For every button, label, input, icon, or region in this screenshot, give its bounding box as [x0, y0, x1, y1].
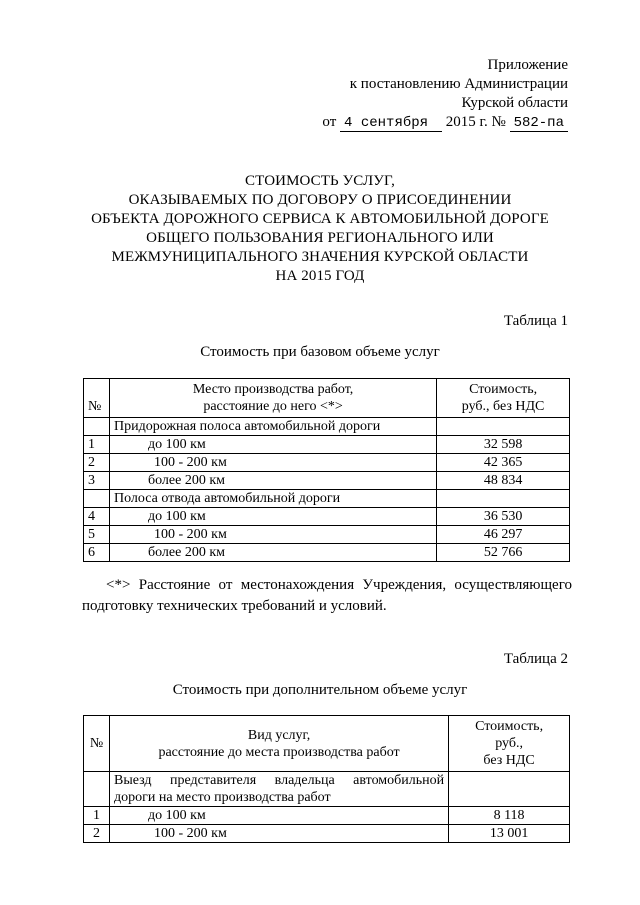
row-cost: 48 834 [437, 472, 570, 490]
title-line: НА 2015 ГОД [275, 268, 365, 284]
header-num: № [84, 716, 110, 772]
table2-caption: Стоимость при дополнительном объеме услуг [172, 682, 468, 698]
appendix-date-line [322, 113, 568, 133]
row-distance: 100 - 200 км [109, 526, 436, 544]
empty-cell [437, 418, 570, 436]
row-num: 4 [84, 508, 110, 526]
row-distance: до 100 км [109, 807, 448, 825]
row-cost: 32 598 [437, 436, 570, 454]
table-header-row [84, 379, 570, 418]
appendix-line: к постановлению Администрации [349, 76, 568, 92]
row-cost: 52 766 [437, 544, 570, 562]
row-num: 1 [84, 807, 110, 825]
handwritten-number: 582-па [510, 115, 568, 132]
header-place-line: расстояние до него <*> [203, 399, 343, 414]
group-label-line: Выезд представителя владельца автомобильной [113, 773, 445, 788]
row-num: 2 [84, 454, 110, 472]
handwritten-date: 4 сентября [340, 115, 442, 132]
table-row [84, 472, 570, 490]
footnote [82, 575, 572, 617]
row-cost: 42 365 [437, 454, 570, 472]
row-cost: 36 530 [437, 508, 570, 526]
header-cost [449, 716, 570, 772]
document-title [60, 172, 580, 286]
table-group-row [84, 418, 570, 436]
empty-cell [437, 490, 570, 508]
date-year-label: 2015 г. № [445, 114, 506, 130]
title-line: ОБЩЕГО ПОЛЬЗОВАНИЯ РЕГИОНАЛЬНОГО ИЛИ [146, 230, 494, 246]
table-row [84, 526, 570, 544]
table-row [84, 544, 570, 562]
row-cost: 13 001 [449, 825, 570, 843]
group-label: Полоса отвода автомобильной дороги [109, 490, 436, 508]
title-line: СТОИМОСТЬ УСЛУГ, [245, 173, 395, 189]
header-cost-line: руб., [495, 736, 523, 751]
row-distance: 100 - 200 км [109, 825, 448, 843]
table-row [84, 825, 570, 843]
table-row [84, 436, 570, 454]
table-group-row [84, 772, 570, 807]
row-distance: более 200 км [109, 472, 436, 490]
title-line: ОБЪЕКТА ДОРОЖНОГО СЕРВИСА К АВТОМОБИЛЬНОЙ ДОРОГЕ [91, 211, 549, 227]
header-place-line: Место производства работ, [192, 382, 354, 397]
header-cost [437, 379, 570, 418]
table2-label: Таблица 2 [503, 651, 568, 667]
title-line: МЕЖМУНИЦИПАЛЬНОГО ЗНАЧЕНИЯ КУРСКОЙ ОБЛАСТИ [111, 249, 529, 265]
header-type-line: Вид услуг, [247, 727, 311, 743]
group-label-line: дороги на место производства работ [113, 790, 331, 805]
header-cost-line: без НДС [483, 753, 535, 768]
table-row [84, 508, 570, 526]
group-label [109, 772, 448, 807]
footnote-line: подготовку технических требований и условий. [82, 598, 387, 614]
date-prefix: от [322, 114, 337, 130]
appendix-line: Курской области [461, 95, 568, 111]
footnote-line: <*> Расстояние от местонахождения Учреждения, осуществляющего [106, 577, 572, 593]
header-type [109, 716, 448, 772]
title-line: ОКАЗЫВАЕМЫХ ПО ДОГОВОРУ О ПРИСОЕДИНЕНИИ [128, 192, 512, 208]
header-cost-line: Стоимость, [475, 719, 544, 734]
group-label: Придорожная полоса автомобильной дороги [109, 418, 436, 436]
header-place [109, 379, 436, 418]
appendix-line: Приложение [487, 57, 568, 73]
empty-cell [84, 490, 110, 508]
row-num: 5 [84, 526, 110, 544]
header-cost-line: руб., без НДС [461, 399, 545, 414]
row-distance: до 100 км [109, 436, 436, 454]
table1 [83, 378, 570, 562]
appendix-header [322, 56, 568, 133]
row-num: 6 [84, 544, 110, 562]
table2 [83, 715, 570, 843]
row-distance: до 100 км [109, 508, 436, 526]
row-cost: 46 297 [437, 526, 570, 544]
row-distance: 100 - 200 км [109, 454, 436, 472]
empty-cell [84, 418, 110, 436]
header-cost-line: Стоимость, [469, 382, 538, 397]
header-type-line: расстояние до места производства работ [158, 744, 400, 760]
header-num: № [84, 379, 110, 418]
table1-caption: Стоимость при базовом объеме услуг [200, 344, 440, 360]
table-header-row [84, 716, 570, 772]
row-cost: 8 118 [449, 807, 570, 825]
row-num: 2 [84, 825, 110, 843]
empty-cell [449, 772, 570, 807]
row-distance: более 200 км [109, 544, 436, 562]
table1-label: Таблица 1 [503, 313, 568, 329]
empty-cell [84, 772, 110, 807]
row-num: 1 [84, 436, 110, 454]
table-row [84, 454, 570, 472]
row-num: 3 [84, 472, 110, 490]
table-group-row [84, 490, 570, 508]
table-row [84, 807, 570, 825]
